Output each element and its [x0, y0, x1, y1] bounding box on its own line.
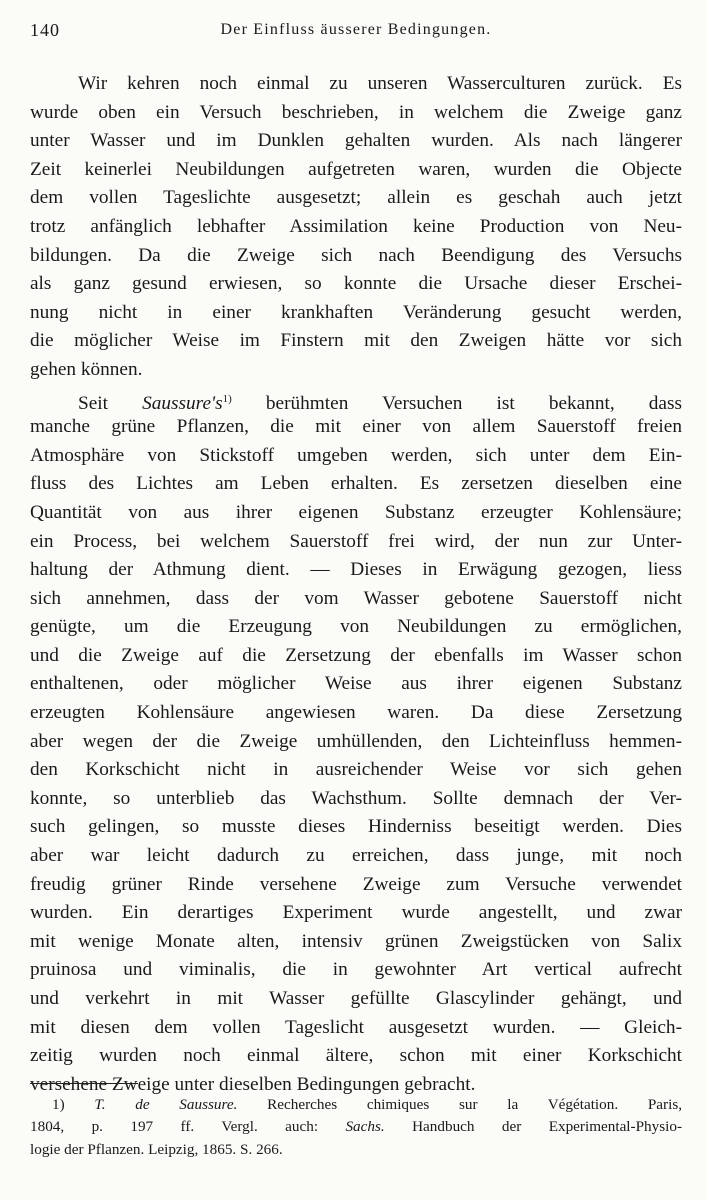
- footnote-rule: [30, 1083, 138, 1084]
- footnote-author: Sachs.: [345, 1118, 385, 1136]
- footnote: [30, 1094, 682, 1161]
- footnote-reference: 1): [222, 392, 232, 405]
- text-line: sich annehmen, dass der vom Wasser gebotene Sauerstoff nicht: [30, 587, 682, 609]
- running-head: Der Einfluss äusserer Bedingungen.: [220, 21, 492, 38]
- text-line: [30, 385, 682, 414]
- footnote-line: [30, 1116, 682, 1138]
- page-header: [30, 20, 682, 44]
- text-line: zeitig wurden noch einmal ältere, schon mit einer Korkschicht: [30, 1045, 682, 1067]
- text-line: haltung der Athmung dient. — Dieses in Erwägung gezogen, liess: [30, 559, 682, 581]
- text-line: nung nicht in einer krankhaften Veränderung gesucht werden,: [30, 301, 682, 323]
- text-segment: berühmten Versuchen ist bekannt, dass: [265, 392, 682, 414]
- text-line: Atmosphäre von Stickstoff umgeben werden, sich unter dem Ein-: [30, 444, 682, 466]
- text-line: gehen können.: [30, 358, 143, 380]
- text-line: dem vollen Tageslichte ausgesetzt; allein es geschah auch jetzt: [30, 187, 682, 209]
- text-line: Zeit keinerlei Neubildungen aufgetreten waren, wurden die Objecte: [30, 158, 682, 180]
- text-line: freudig grüner Rinde versehene Zweige zum Versuche verwendet: [30, 873, 682, 895]
- text-line: fluss des Lichtes am Leben erhalten. Es zersetzen dieselben eine: [30, 473, 682, 495]
- text-line: aber war leicht dadurch zu erreichen, dass junge, mit noch: [30, 845, 682, 867]
- footnote-text: Handbuch der Experimental-Physio-: [412, 1118, 682, 1136]
- text-line: versehene Zweige unter dieselben Bedingungen gebracht.: [30, 1073, 476, 1095]
- page-number: 140: [30, 20, 60, 40]
- text-line: unter Wasser und im Dunklen gehalten wurden. Als nach längerer: [30, 130, 682, 152]
- text-line: den Korkschicht nicht in ausreichender Weise vor sich gehen: [30, 759, 682, 781]
- text-line: wurden. Ein derartiges Experiment wurde angestellt, und zwar: [30, 902, 682, 924]
- body-text: [30, 70, 682, 1099]
- text-line: Wir kehren noch einmal zu unseren Wasserculturen zurück. Es: [78, 73, 682, 94]
- text-line: enthaltenen, oder möglicher Weise aus ihrer eigenen Substanz: [30, 673, 682, 695]
- text-line: such gelingen, so musste dieses Hinderniss beseitigt werden. Dies: [30, 816, 682, 838]
- text-line: wurde oben ein Versuch beschrieben, in welchem die Zweige ganz: [30, 101, 682, 123]
- text-line: erzeugten Kohlensäure angewiesen waren. Da diese Zersetzung: [30, 702, 682, 724]
- text-line: genügte, um die Erzeugung von Neubildungen zu ermöglichen,: [30, 616, 682, 638]
- text-segment: Seit: [78, 392, 108, 414]
- text-line: bildungen. Da die Zweige sich nach Beendigung des Versuchs: [30, 244, 682, 266]
- text-line: aber wegen der die Zweige umhüllenden, den Lichteinfluss hemmen-: [30, 730, 682, 752]
- author-name: Saussure's: [142, 392, 223, 414]
- footnote-marker: 1): [52, 1096, 65, 1113]
- footnote-text: 1804, p. 197 ff. Vergl. auch:: [30, 1118, 319, 1136]
- text-line: die möglicher Weise im Finstern mit den Zweigen hätte vor sich: [30, 330, 682, 352]
- text-line: ein Process, bei welchem Sauerstoff frei wird, der nun zur Unter-: [30, 530, 682, 552]
- footnote-author: T. de Saussure.: [94, 1096, 238, 1113]
- footnote-line: [30, 1094, 682, 1116]
- text-line: trotz anfänglich lebhafter Assimilation keine Production von Neu-: [30, 215, 682, 237]
- text-line: mit diesen dem vollen Tageslicht ausgesetzt wurden. — Gleich-: [30, 1016, 682, 1038]
- footnote-text: Recherches chimiques sur la Végétation. Paris,: [267, 1096, 683, 1113]
- text-line: und verkehrt in mit Wasser gefüllte Glascylinder gehängt, und: [30, 988, 682, 1009]
- text-line: als ganz gesund erwiesen, so konnte die Ursache dieser Erschei-: [30, 273, 682, 295]
- text-line: pruinosa und viminalis, die in gewohnter Art vertical aufrecht: [30, 959, 682, 981]
- text-line: konnte, so unterblieb das Wachsthum. Sollte demnach der Ver-: [30, 787, 682, 809]
- footnote-line: logie der Pflanzen. Leipzig, 1865. S. 266.: [30, 1140, 283, 1158]
- text-line: manche grüne Pflanzen, die mit einer von allem Sauerstoff freien: [30, 416, 682, 438]
- text-line: und die Zweige auf die Zersetzung der ebenfalls im Wasser schon: [30, 644, 682, 666]
- text-line: mit wenige Monate alten, intensiv grünen Zweigstücken von Salix: [30, 930, 682, 952]
- text-line: Quantität von aus ihrer eigenen Substanz erzeugter Kohlensäure;: [30, 501, 682, 523]
